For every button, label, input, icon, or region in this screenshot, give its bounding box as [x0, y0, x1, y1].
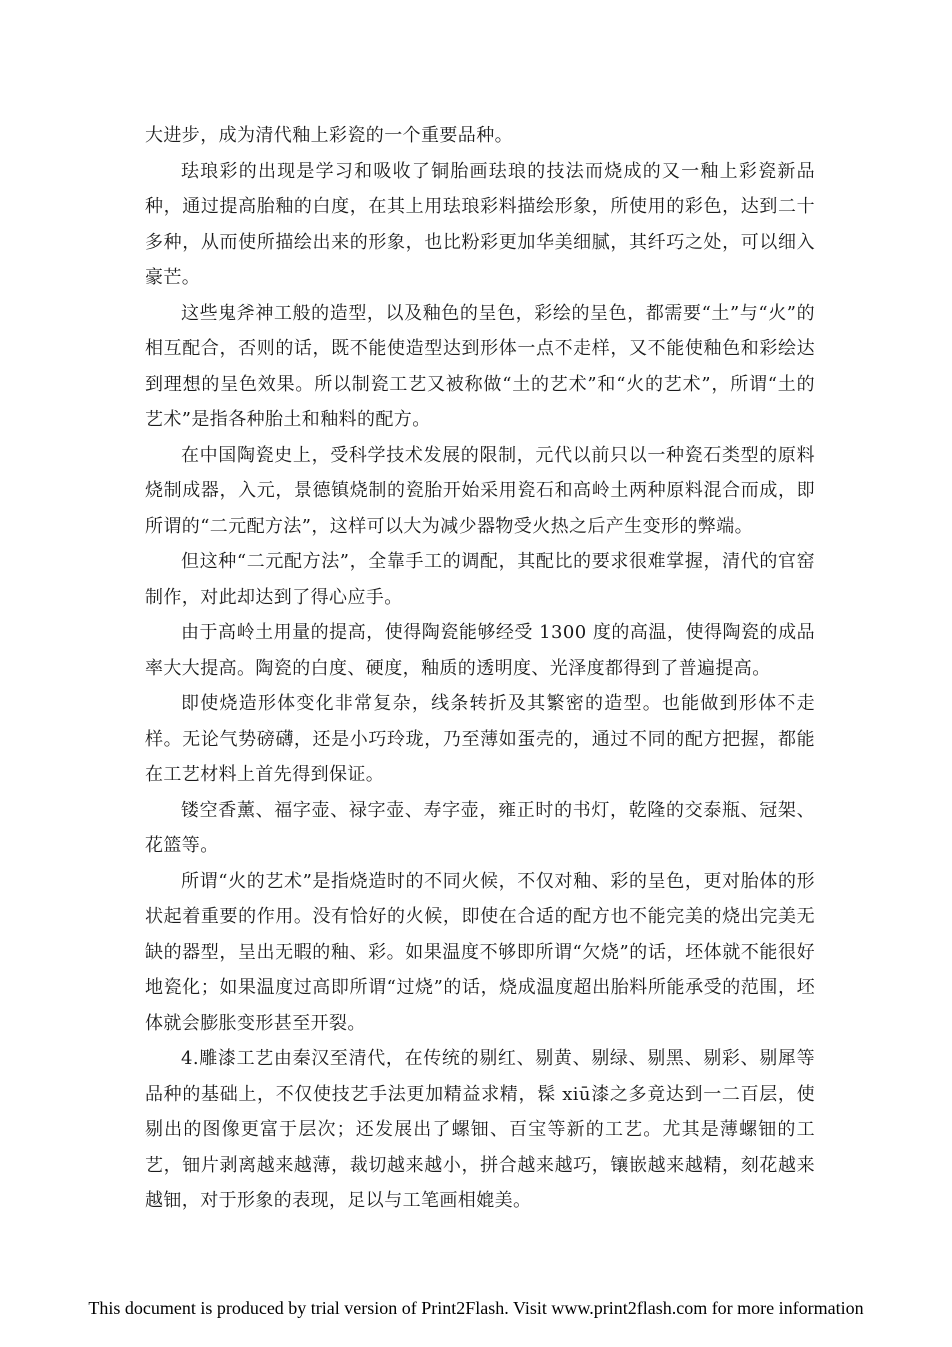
paragraph-kaolin: 由于高岭土用量的提高，使得陶瓷能够经受 1300 度的高温，使得陶瓷的成品率大大提高。陶瓷的白度、硬度，釉质的透明度、光泽度都得到了普遍提高。	[145, 622, 815, 679]
paragraph-art-of-fire: 所谓“火的艺术”是指烧造时的不同火候，不仅对釉、彩的呈色，更对胎体的形状起着重要的作用。没有恰好的火候，即使在合适的配方也不能完美的烧出完美无缺的器型，呈出无暇的釉、彩。如果温度不够即所谓“欠烧”的话，坯体就不能很好地瓷化；如果温度过高即所谓“过烧”的话，烧成温度超出胎料所能承受的范围，坯体就会膨胀变形甚至开裂。	[145, 870, 815, 1034]
paragraph-earth-and-fire: 这些鬼斧神工般的造型，以及釉色的呈色，彩绘的呈色，都需要“土”与“火”的相互配合，否则的话，既不能使造型达到形体一点不走样，又不能使釉色和彩绘达到理想的呈色效果。所以制瓷工艺又被称做“土的艺术”和“火的艺术”，所谓“土的艺术”是指各种胎土和釉料的配方。	[145, 302, 815, 430]
paragraph-enamel-color: 珐琅彩的出现是学习和吸收了铜胎画珐琅的技法而烧成的又一釉上彩瓷新品种，通过提高胎釉的白度，在其上用珐琅彩料描绘形象，所使用的彩色，达到二十多种，从而使所描绘出来的形象，也比粉彩更加华美细腻，其纤巧之处，可以细入豪芒。	[145, 160, 815, 288]
paragraph-ceramics-history: 在中国陶瓷史上，受科学技术发展的限制，元代以前只以一种瓷石类型的原料烧制成器，入元，景德镇烧制的瓷胎开始采用瓷石和高岭土两种原料混合而成，即所谓的“二元配方法”，这样可以大为减少器物受火热之后产生变形的弊端。	[145, 444, 815, 537]
paragraph-complex-shapes: 即使烧造形体变化非常复杂，线条转折及其繁密的造型。也能做到形体不走样。无论气势磅礴，还是小巧玲珑，乃至薄如蛋壳的，通过不同的配方把握，都能在工艺材料上首先得到保证。	[145, 693, 815, 785]
paragraph-continuation: 大进步，成为清代釉上彩瓷的一个重要品种。	[145, 125, 513, 146]
document-body	[145, 118, 815, 1219]
paragraph-carved-lacquer: 4.雕漆工艺由秦汉至清代，在传统的剔红、剔黄、剔绿、剔黑、剔彩、剔犀等品种的基础上，不仅使技艺手法更加精益求精，髹 xiū漆之多竟达到一二百层，使剔出的图像更富于层次；还发展出了螺钿、百宝等新的工艺。尤其是薄螺钿的工艺，钿片剥离越来越薄，裁切越来越小，拼合越来越巧，镶嵌越来越精，刻花越来越钿，对于形象的表现，足以与工笔画相媲美。	[145, 1048, 815, 1211]
trial-watermark-footer: This document is produced by trial version of Print2Flash. Visit www.print2flash.com for more information	[88, 1298, 864, 1318]
paragraph-binary-formula: 但这种“二元配方法”，全靠手工的调配，其配比的要求很难掌握，清代的官窑制作，对此却达到了得心应手。	[145, 551, 815, 608]
paragraph-examples: 镂空香薰、福字壶、禄字壶、寿字壶，雍正时的书灯，乾隆的交泰瓶、冠架、花篮等。	[145, 799, 815, 856]
